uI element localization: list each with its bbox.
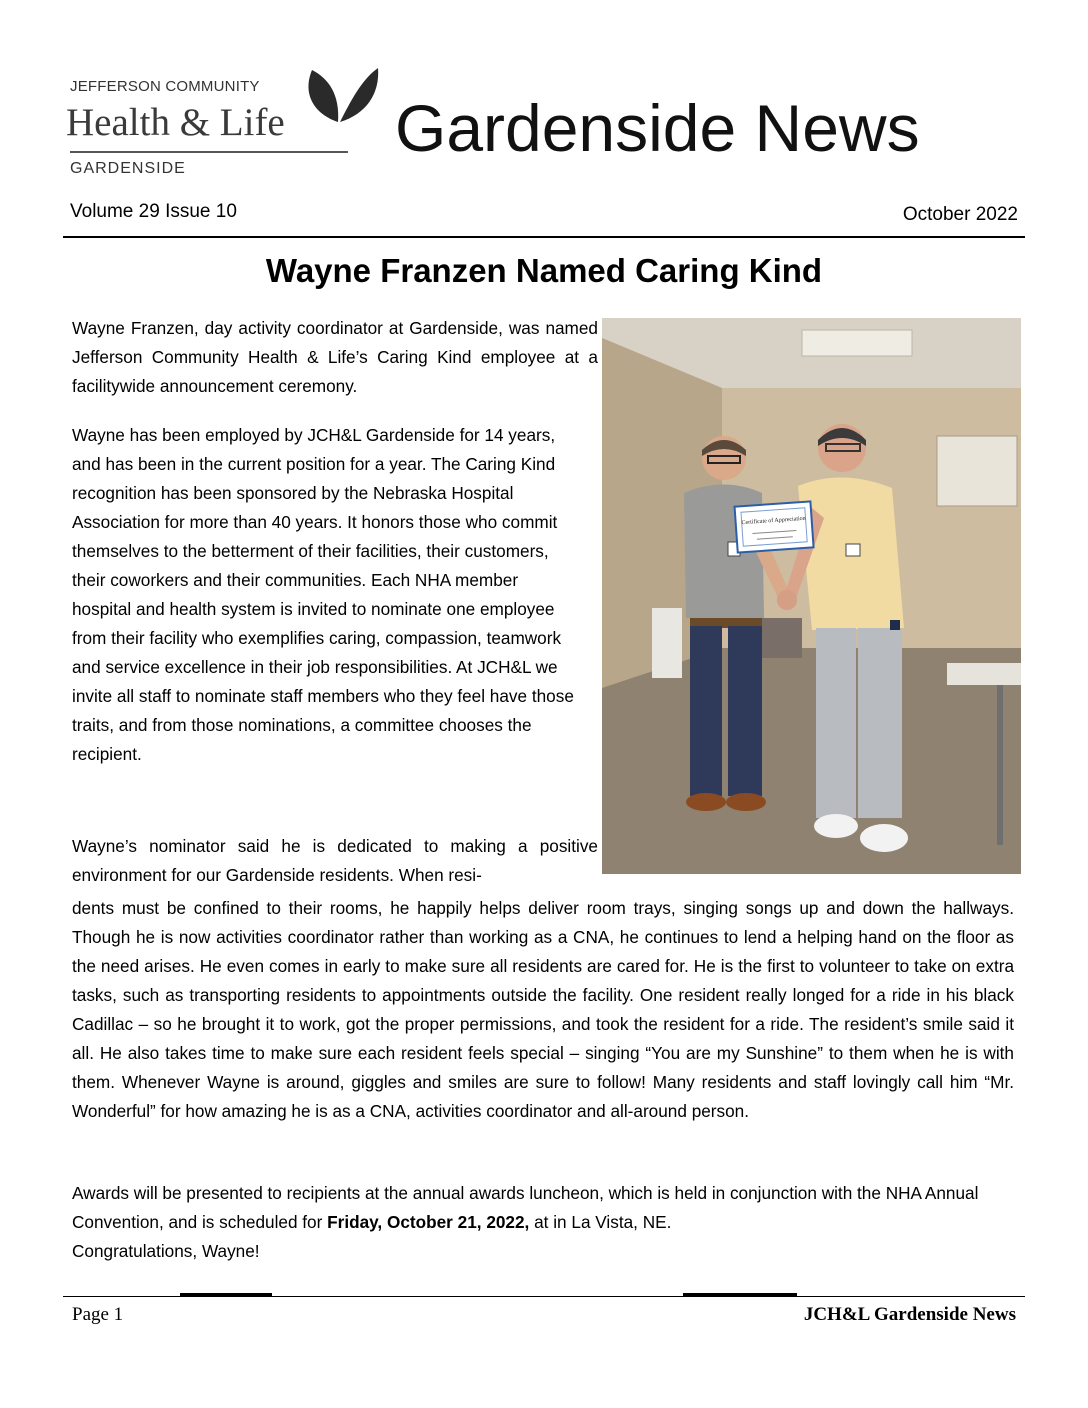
- newsletter-title: Gardenside News: [395, 91, 920, 165]
- photo-illustration: [602, 318, 1021, 874]
- article-headline: Wayne Franzen Named Caring Kind: [265, 252, 823, 289]
- article-paragraph-1: Wayne Franzen, day activity coordinator at Gardenside, was named Jefferson Community Health & Life’s Caring Kind employee at a facilitywide announcement ceremony.: [72, 318, 598, 396]
- page-number: Page 1: [72, 1304, 124, 1325]
- footer-divider: [63, 1296, 1025, 1297]
- logo-org-main: Health & Life: [66, 101, 285, 144]
- article-paragraph-3-start: Wayne’s nominator said he is dedicated to making a positive environment for our Gardenside residents. When resi-: [72, 836, 598, 885]
- award-text-b: at in La Vista, NE.: [529, 1212, 672, 1232]
- article-paragraph-2: Wayne has been employed by JCH&L Gardenside for 14 years, and has been in the current position for a year. The Caring Kind recognition has been sponsored by the Nebraska Hospital Association for more than 40 years. It honors those who commit themselves to the betterment of their facilities, their customers, their coworkers and their communities. Each NHA member hospital and health system is invited to nominate one employee from their facility who exemplifies caring, compassion, teamwork and service excellence in their job responsibilities. At JCH&L we invite all staff to nominate staff members who they feel have those traits, and from those nominations, a committee chooses the recipient.: [72, 425, 574, 764]
- article-closing: Congratulations, Wayne!: [72, 1241, 260, 1261]
- volume-issue: Volume 29 Issue 10: [70, 201, 237, 222]
- certificate-text: Certificate of Appreciation: [741, 515, 806, 527]
- footer-accent-right: [683, 1293, 797, 1296]
- logo-org-top: JEFFERSON COMMUNITY: [70, 78, 260, 95]
- logo-org-sub: GARDENSIDE: [70, 160, 186, 177]
- leaf-logo-icon: [294, 64, 380, 124]
- award-text-a: Awards will be presented to recipients at the annual awards luncheon, which is held in conjunction with the NHA Annual Convention, and is scheduled for: [72, 1183, 979, 1232]
- footer-publication-title: JCH&L Gardenside News: [803, 1304, 1016, 1325]
- article-photo: [602, 318, 1021, 874]
- award-date: Friday, October 21, 2022,: [327, 1212, 530, 1232]
- article-paragraph-3-continued: dents must be confined to their rooms, he happily helps deliver room trays, singing songs up and down the hallways. Though he is now activities coordinator rather than working as a CNA, he continues to lend a helping hand on the floor as the need arises. He even comes in early to make sure all residents are cared for. He is the first to volunteer to take on extra tasks, such as transporting residents to appointments outside the facility. One resident really longed for a ride in his black Cadillac – so he brought it to work, got the proper permissions, and took the resident for a ride. The resident’s smile said it all. He also takes time to make sure each resident feels special – singing “You are my Sunshine” to them when he is with them. Whenever Wayne is around, giggles and smiles are sure to follow! Many residents and staff lovingly call him “Mr. Wonderful” for how amazing he is as a CNA, activities coordinator and all-around person.: [72, 898, 1014, 1121]
- footer-accent-left: [180, 1293, 272, 1296]
- logo-rule: [70, 151, 348, 153]
- article-paragraph-4: [72, 1179, 1014, 1237]
- header-divider: [63, 236, 1025, 238]
- issue-date: October 2022: [902, 204, 1018, 225]
- organization-logo: [66, 64, 384, 186]
